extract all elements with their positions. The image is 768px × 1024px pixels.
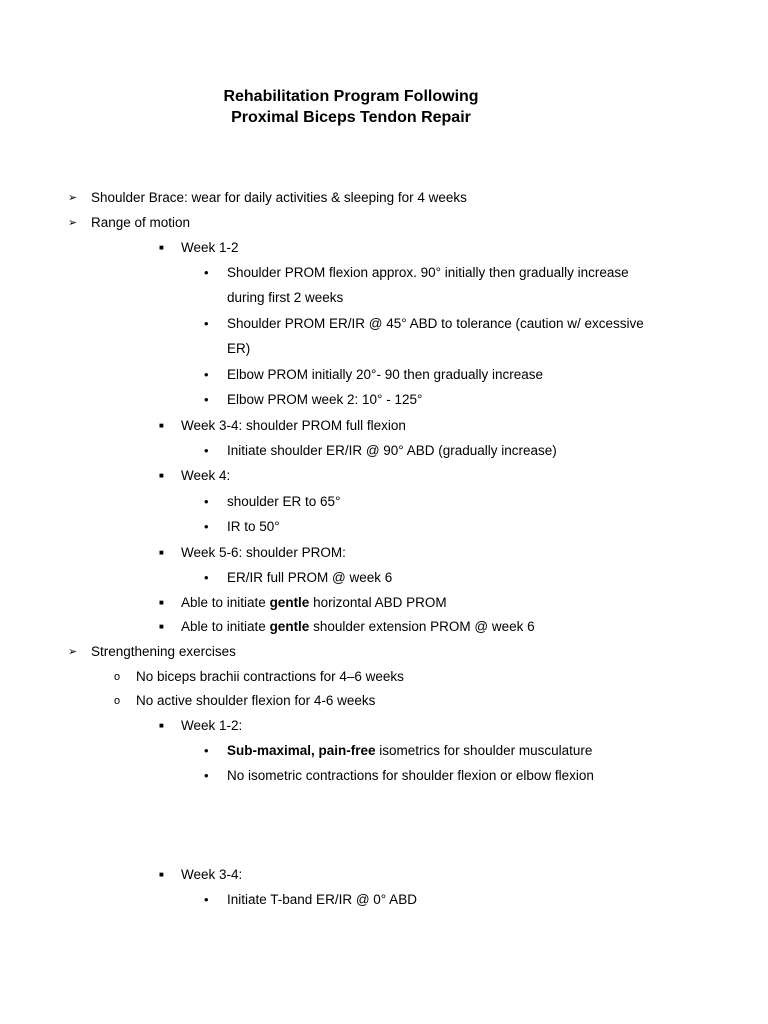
list-item-strengthening: Strengthening exercises	[91, 644, 236, 659]
title-line-1: Rehabilitation Program Following	[223, 88, 479, 105]
list-item-er-ir-90: Initiate shoulder ER/IR @ 90° ABD (gradually increase)	[227, 443, 557, 458]
square-bullet-icon: ■	[159, 721, 164, 730]
list-item-str-week-1-2: Week 1-2:	[181, 718, 243, 733]
document-title	[0, 86, 702, 128]
list-item-rom-week-3-4: Week 3-4: shoulder PROM full flexion	[181, 418, 406, 433]
list-item-shoulder-er-65: shoulder ER to 65°	[227, 494, 341, 509]
list-item-str-week-3-4: Week 3-4:	[181, 867, 243, 882]
list-item-rom-week-1-2: Week 1-2	[181, 240, 239, 255]
list-item-prom-flexion-cont: during first 2 weeks	[227, 290, 344, 305]
square-bullet-icon: ■	[159, 471, 164, 480]
dot-bullet-icon: •	[204, 892, 209, 907]
list-item-elbow-prom-week2: Elbow PROM week 2: 10° - 125°	[227, 392, 423, 407]
list-item-brace: Shoulder Brace: wear for daily activities & sleeping for 4 weeks	[91, 190, 467, 205]
dot-bullet-icon: •	[204, 443, 209, 458]
arrow-bullet-icon: ➢	[68, 192, 78, 204]
dot-bullet-icon: •	[204, 570, 209, 585]
list-item-no-biceps: No biceps brachii contractions for 4–6 weeks	[136, 669, 404, 684]
list-item-rom-week-5-6: Week 5-6: shoulder PROM:	[181, 545, 346, 560]
circle-bullet-icon: o	[114, 671, 121, 683]
list-item-prom-flexion: Shoulder PROM flexion approx. 90° initially then gradually increase	[227, 265, 629, 280]
square-bullet-icon: ■	[159, 421, 164, 430]
arrow-bullet-icon: ➢	[68, 646, 78, 658]
dot-bullet-icon: •	[204, 316, 209, 331]
circle-bullet-icon: o	[114, 695, 121, 707]
list-item-tband-er-ir: Initiate T-band ER/IR @ 0° ABD	[227, 892, 417, 907]
list-item-range-of-motion: Range of motion	[91, 215, 191, 230]
arrow-bullet-icon: ➢	[68, 217, 78, 229]
square-bullet-icon: ■	[159, 243, 164, 252]
square-bullet-icon: ■	[159, 598, 164, 607]
list-item-gentle-horizontal-abd: Able to initiate gentle horizontal ABD PROM	[181, 595, 447, 610]
list-item-rom-week-4: Week 4:	[181, 468, 231, 483]
dot-bullet-icon: •	[204, 494, 209, 509]
list-item-elbow-prom-initial: Elbow PROM initially 20°- 90 then gradually increase	[227, 367, 544, 382]
dot-bullet-icon: •	[204, 768, 209, 783]
square-bullet-icon: ■	[159, 548, 164, 557]
dot-bullet-icon: •	[204, 367, 209, 382]
list-item-ir-50: IR to 50°	[227, 519, 280, 534]
list-item-prom-er-ir: Shoulder PROM ER/IR @ 45° ABD to tolerance (caution w/ excessive	[227, 316, 644, 331]
dot-bullet-icon: •	[204, 743, 209, 758]
list-item-prom-er-ir-cont: ER)	[227, 341, 251, 356]
title-line-2: Proximal Biceps Tendon Repair	[231, 109, 471, 126]
dot-bullet-icon: •	[204, 265, 209, 280]
list-item-no-isometric-flexion: No isometric contractions for shoulder flexion or elbow flexion	[227, 768, 594, 783]
list-item-no-active-flexion: No active shoulder flexion for 4-6 weeks	[136, 693, 376, 708]
dot-bullet-icon: •	[204, 392, 209, 407]
square-bullet-icon: ■	[159, 622, 164, 631]
dot-bullet-icon: •	[204, 519, 209, 534]
list-item-gentle-extension: Able to initiate gentle shoulder extension PROM @ week 6	[181, 619, 535, 634]
list-item-submaximal-isometrics: Sub-maximal, pain-free isometrics for shoulder musculature	[227, 743, 593, 758]
list-item-er-ir-full: ER/IR full PROM @ week 6	[227, 570, 393, 585]
square-bullet-icon: ■	[159, 870, 164, 879]
